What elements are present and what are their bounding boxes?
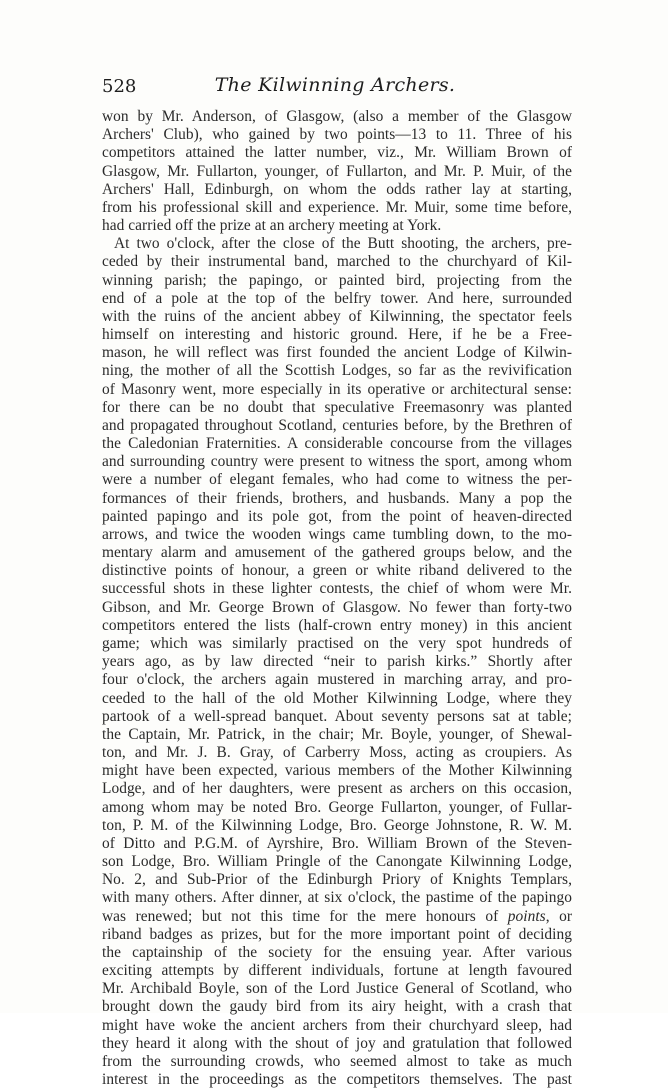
text-line: ceeded to the hall of the old Mother Kilwinning Lodge, where they bbox=[102, 689, 572, 707]
text-segment: was renewed; but not this time for the mere honours of bbox=[102, 907, 499, 925]
text-line: ton, P. M. of the Kilwinning Lodge, Bro. George Johnstone, R. W. M. bbox=[102, 816, 572, 834]
text-line: himself on interesting and historic ground. Here, if he be a Free- bbox=[102, 326, 572, 344]
text-line: and propagated throughout Scotland, centuries before, by the Brethren of bbox=[102, 416, 572, 434]
text-line: ning, the mother of all the Scottish Lodges, so far as the revivification bbox=[102, 362, 572, 380]
text-line: with the ruins of the ancient abbey of Kilwinning, the spectator feels bbox=[102, 307, 572, 325]
text-line: successful shots in these lighter contests, the chief of whom were Mr. bbox=[102, 580, 572, 598]
text-line: son Lodge, Bro. William Pringle of the Canongate Kilwinning Lodge, bbox=[102, 853, 572, 871]
text-line: ceded by their instrumental band, marched to the churchyard of Kil- bbox=[102, 253, 572, 271]
page-number: 528 bbox=[102, 76, 137, 97]
text-line: and surrounding country were present to witness the sport, among whom bbox=[102, 453, 572, 471]
text-line: won by Mr. Anderson, of Glasgow, (also a member of the Glasgow bbox=[102, 108, 572, 125]
text-line: might have been expected, various members of the Mother Kilwinning bbox=[102, 762, 572, 780]
text-segment: , or bbox=[545, 907, 573, 925]
text-line: of Masonry went, more especially in its operative or architectural sense: bbox=[102, 380, 572, 398]
text-line: were a number of elegant females, who had come to witness the per- bbox=[102, 471, 572, 489]
text-line: four o'clock, the archers again mustered in marching array, and pro- bbox=[102, 671, 572, 689]
text-line: arrows, and twice the wooden wings came tumbling down, to the mo- bbox=[102, 525, 572, 543]
text-line: mason, he will reflect was first founded the ancient Lodge of Kilwin- bbox=[102, 344, 572, 362]
text-line: game; which was similarly practised on the very spot hundreds of bbox=[102, 634, 572, 652]
text-line: with many others. After dinner, at six o'clock, the pastime of the papingo bbox=[102, 889, 572, 907]
text-line bbox=[102, 908, 572, 926]
text-line: brought down the gaudy bird from its airy height, with a crash that bbox=[102, 998, 572, 1016]
text-line: years ago, as by law directed “neir to parish kirks.” Shortly after bbox=[102, 653, 572, 671]
text-line: Lodge, and of her daughters, were present as archers on this occasion, bbox=[102, 780, 572, 798]
body-text bbox=[102, 108, 572, 1089]
text-line: from the surrounding crowds, who seemed almost to take as much bbox=[102, 1052, 572, 1070]
text-line: distinctive points of honour, a green or white riband delivered to the bbox=[102, 562, 572, 580]
text-line: the captainship of the society for the ensuing year. After various bbox=[102, 943, 572, 961]
text-line: competitors entered the lists (half-crown entry money) in this ancient bbox=[102, 616, 572, 634]
text-line: from his professional skill and experience. Mr. Muir, some time before, bbox=[102, 198, 572, 216]
text-line: the Captain, Mr. Patrick, in the chair; Mr. Boyle, younger, of Shewal- bbox=[102, 725, 572, 743]
text-line: formances of their friends, brothers, and husbands. Many a pop the bbox=[102, 489, 572, 507]
text-line: riband badges as prizes, but for the more important point of deciding bbox=[102, 925, 572, 943]
text-line: for there can be no doubt that speculative Freemasonry was planted bbox=[102, 398, 572, 416]
text-line: painted papingo and its pole got, from the point of heaven-directed bbox=[102, 507, 572, 525]
text-line: among whom may be noted Bro. George Fullarton, younger, of Fullar- bbox=[102, 798, 572, 816]
text-line: Mr. Archibald Boyle, son of the Lord Justice General of Scotland, who bbox=[102, 980, 572, 998]
text-line: ton, and Mr. J. B. Gray, of Carberry Moss, acting as croupiers. As bbox=[102, 744, 572, 762]
text-line: Archers' Hall, Edinburgh, on whom the odds rather lay at starting, bbox=[102, 180, 572, 198]
text-line: At two o'clock, after the close of the Butt shooting, the archers, pre- bbox=[114, 235, 572, 253]
text-line: might have woke the ancient archers from their churchyard sleep, had bbox=[102, 1016, 572, 1034]
text-line: mentary alarm and amusement of the gathered groups below, and the bbox=[102, 544, 572, 562]
text-line: had carried off the prize at an archery meeting at York. bbox=[102, 217, 442, 235]
text-line: of Ditto and P.G.M. of Ayrshire, Bro. William Brown of the Steven- bbox=[102, 834, 572, 852]
text-line: the Caledonian Fraternities. A considerable concourse from the villages bbox=[102, 435, 572, 453]
text-line: No. 2, and Sub-Prior of the Edinburgh Priory of Knights Templars, bbox=[102, 871, 572, 889]
text-line: winning parish; the papingo, or painted bird, projecting from the bbox=[102, 271, 572, 289]
text-line: interest in the proceedings as the competitors themselves. The past bbox=[102, 1071, 572, 1089]
text-line: they heard it along with the shout of joy and gratulation that followed bbox=[102, 1034, 572, 1052]
text-line: exciting attempts by different individuals, fortune at length favoured bbox=[102, 962, 572, 980]
text-line: Archers' Club), who gained by two points—13 to 11. Three of his bbox=[102, 126, 572, 144]
text-line: partook of a well-spread banquet. About seventy persons sat at table; bbox=[102, 707, 572, 725]
page-header bbox=[102, 74, 568, 102]
text-line: end of a pole at the top of the belfry tower. And here, surrounded bbox=[102, 289, 572, 307]
italic-word: points bbox=[507, 907, 546, 925]
text-line: Glasgow, Mr. Fullarton, younger, of Fullarton, and Mr. P. Muir, of the bbox=[102, 162, 572, 180]
running-title: The Kilwinning Archers. bbox=[214, 74, 456, 96]
text-line: competitors attained the latter number, viz., Mr. William Brown of bbox=[102, 144, 572, 162]
text-line: Gibson, and Mr. George Brown of Glasgow. No fewer than forty-two bbox=[102, 598, 572, 616]
